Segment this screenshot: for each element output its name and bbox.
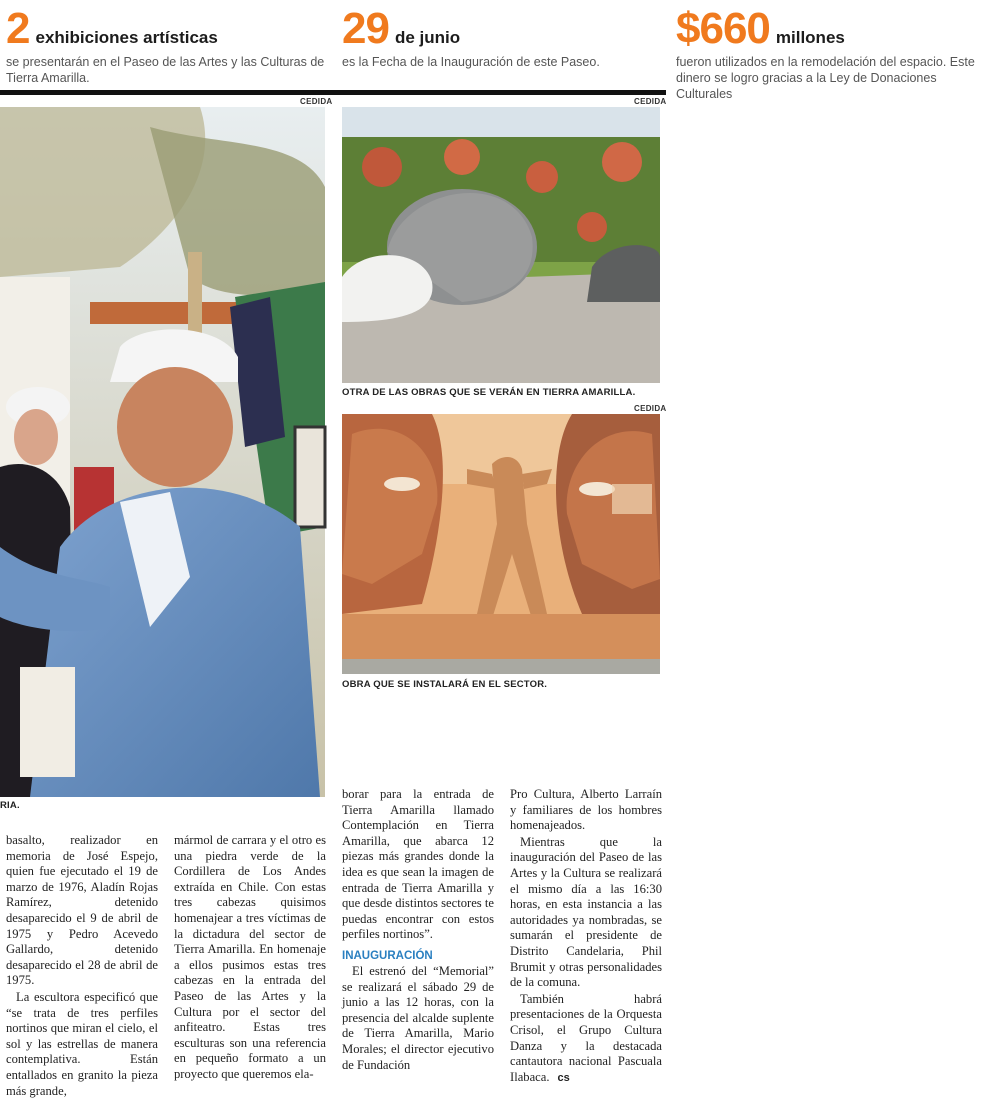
article-paragraph: También habrá presentaciones de la Orquesta Crisol, el Grupo Cultura Danza y la destacada cantautora nacional Pascuala Ilabaca.	[510, 991, 662, 1084]
article-column-1	[6, 833, 158, 1100]
article-paragraph: La escultora especificó que “se trata de tres perfiles nortinos que miran el cielo, el sol y las estrellas de manera contemplativa. Están entallados en granito la pieza más grande,	[6, 989, 158, 1098]
stat-description: se presentarán en el Paseo de las Artes y las Culturas de Tierra Amarilla.	[6, 55, 325, 85]
stat-number: 2	[6, 4, 30, 53]
stat-budget	[676, 6, 996, 102]
sculpture-photo	[342, 107, 660, 383]
stat-number: $660	[676, 4, 770, 53]
stat-description: fueron utilizados en la remodelación del espacio. Este dinero se logro gracias a la Ley de Donaciones Culturales	[676, 55, 975, 101]
section-divider	[0, 90, 666, 95]
article-paragraph: mármol de carrara y el otro es una piedra verde de la Cordillera de Los Andes extraída en Chile. Con estas tres cabezas quisimos homenajear a tres víctimas de la dictadura del sector de Tierra Amarilla. En homenaje a ellos pusimos estas tres cabezas en la entrada del Paseo de las Artes y la Cultura por el sector del anfiteatro. Estas tres esculturas son una referencia en pequeño formato a un proyecto que queremos ela-	[174, 833, 326, 1081]
stat-exhibitions	[6, 6, 331, 86]
photo-credit: CEDIDA	[300, 97, 333, 106]
article-paragraph: basalto, realizador en memoria de José Espejo, quien fue ejecutado el 19 de marzo de 1976, Aladín Rojas Ramírez, detenido desaparecido el 9 de abril de 1975 y Pedro Acevedo Gallardo, detenido desaparecido el 28 de abril de 1975.	[6, 833, 158, 988]
main-photo	[0, 107, 325, 797]
article-column-4	[510, 787, 662, 1087]
photo-caption: RIA.	[0, 800, 20, 811]
end-mark: cs	[557, 1071, 570, 1084]
photo-caption: OTRA DE LAS OBRAS QUE SE VERÁN EN TIERRA AMARILLA.	[342, 387, 636, 398]
stat-unit: de junio	[394, 28, 461, 47]
article-paragraph: Mientras que la inauguración del Paseo de las Artes y la Cultura se realizará el mismo día a las 16:30 horas, en esta instancia a las autoridades ya nombradas, se sumarán el presidente de Distrito Candelaria, Phil Brumit y otras personalidades de la comuna.	[510, 834, 662, 990]
stat-description: es la Fecha de la Inauguración de este Paseo.	[342, 55, 600, 69]
article-paragraph: El estrenó del “Memorial” se realizará el sábado 29 de junio a las 12 horas, con la presencia del alcalde suplente de Tierra Amarilla, Mario Morales; el director ejecutivo de Fundación	[342, 963, 494, 1072]
stat-date	[342, 6, 662, 70]
article-column-2	[174, 833, 326, 1084]
photo-credit: CEDIDA	[634, 97, 667, 106]
stat-unit: millones	[775, 28, 845, 47]
mural-photo	[342, 414, 660, 674]
photo-caption: OBRA QUE SE INSTALARÁ EN EL SECTOR.	[342, 679, 548, 690]
stat-number: 29	[342, 4, 389, 53]
photo-credit: CEDIDA	[634, 404, 667, 413]
article-paragraph: Pro Cultura, Alberto Larraín y familiares de los hombres homenajeados.	[510, 787, 662, 833]
section-subheading: INAUGURACIÓN	[342, 949, 433, 962]
article-column-3	[342, 787, 494, 1074]
stat-unit: exhibiciones artísticas	[35, 28, 218, 47]
article-paragraph: borar para la entrada de Tierra Amarilla llamado Contemplación en Tierra Amarilla, que abarca 12 piezas más grandes donde la idea es que sean la imagen de entrada de Tierra Amarilla y que desde distintos sectores te puedas encontrar con estos perfiles nortinos”.	[342, 787, 494, 942]
